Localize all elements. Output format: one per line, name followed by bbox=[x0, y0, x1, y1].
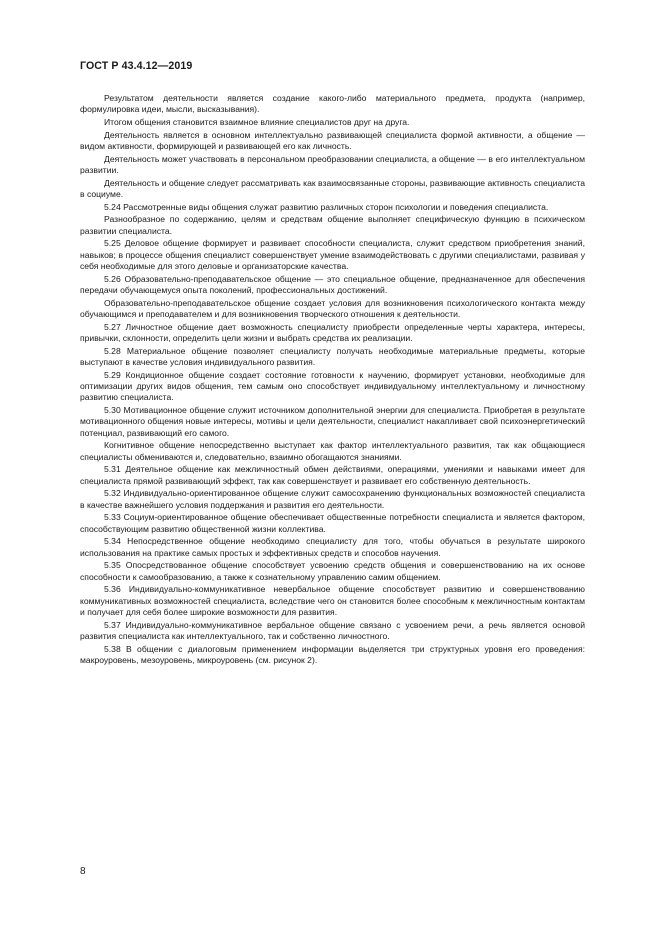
paragraph: Результатом деятельности является создание какого-либо материального предмета, продукта (например, формулировка идеи, мысли, высказывания). bbox=[80, 93, 585, 115]
paragraph: 5.33 Социум-ориентированное общение обеспечивает общественные потребности специалиста и является фактором, способствующим развитию общественной жизни коллектива. bbox=[80, 512, 585, 534]
paragraph: Деятельность может участвовать в персональном преобразовании специалиста, а общение — в его интеллектуальном развитии. bbox=[80, 153, 585, 175]
paragraph: 5.37 Индивидуально-коммуникативное вербальное общение связано с усвоением речи, а речь является основой развития специалиста как интеллектуального, так и собственно личностного. bbox=[80, 619, 585, 642]
paragraph: 5.26 Образовательно-преподавательское общение — это специальное общение, предназначенное для обеспечения передачи обучающемуся опыта поколений, профессиональных достижений. bbox=[80, 273, 585, 295]
paragraph: 5.36 Индивидуально-коммуникативное невербальное общение способствует развитию и совершенствованию коммуникативных возможностей специалиста, вследствие чего он становится более способным к межличностным контактам и получает для себя более широкие возможности для развития. bbox=[80, 584, 585, 618]
paragraph: Когнитивное общение непосредственно выступает как фактор интеллектуального развития, так как общающиеся специалисты обмениваются и, следовательно, взаимно обогащаются знаниями. bbox=[80, 440, 585, 462]
document-body bbox=[80, 93, 585, 668]
paragraph: 5.24 Рассмотренные виды общения служат развитию различных сторон психологии и поведения специалиста. bbox=[104, 201, 549, 212]
paragraph: 5.35 Опосредствованное общение способствует усвоению средств общения и совершенствованию на их основе способности к самообразованию, а также к сознательному управлению самим общением. bbox=[80, 560, 585, 582]
paragraph: 5.29 Кондиционное общение создает состояние готовности к научению, формирует установки, необходимые для оптимизации других видов общения, тем самым оно способствует индивидуальному интеллектуальному и личностному развитию специалиста. bbox=[80, 369, 585, 403]
paragraph: 5.28 Материальное общение позволяет специалисту получать необходимые материальные предметы, которые выступают в качестве условия индивидуального развития. bbox=[80, 345, 585, 367]
paragraph: 5.25 Деловое общение формирует и развивает способности специалиста, служит средством приобретения знаний, навыков; в процессе общения специалист совершенствует умение взаимодействовать с другими специалистами, развивая у себя необходимые для этого деловые и организаторские качества. bbox=[80, 238, 585, 271]
paragraph: Итогом общения становится взаимное влияние специалистов друг на друга. bbox=[104, 117, 410, 127]
paragraph: 5.34 Непосредственное общение необходимо специалисту для того, чтобы обучаться в результате широкого использования на практике самых простых и эффективных средств и способов научения. bbox=[80, 536, 585, 558]
document-code: ГОСТ Р 43.4.12—2019 bbox=[80, 60, 193, 72]
paragraph: 5.38 В общении с диалоговым применением информации выделяется три структурных уровня его проведения: макроуровень, мезоуровень, микроуровень (см. рисунок 2). bbox=[80, 643, 585, 666]
paragraph: 5.30 Мотивационное общение служит источником дополнительной энергии для специалиста. Приобретая в результате мотивационного общения новые интересы, мотивы и цели деятельности, специалист накапливает свой психоэнергетический потенциал, развивающий его самого. bbox=[80, 405, 585, 438]
page-number: 8 bbox=[80, 866, 86, 877]
paragraph: Деятельность является в основном интеллектуально развивающей специалиста формой активности, а общение — видом активности, формирующей и развивающей его как личность. bbox=[80, 129, 585, 151]
paragraph: 5.31 Деятельное общение как межличностный обмен действиями, операциями, умениями и навыками имеет для специалиста прямой развивающий эффект, так как совершенствует и развивает его собственную деятельность. bbox=[80, 464, 585, 486]
paragraph: 5.27 Личностное общение дает возможность специалисту приобрести определенные черты характера, интересы, привычки, склонности, определить цели жизни и выбрать средства их реализации. bbox=[80, 321, 585, 343]
paragraph: 5.32 Индивидуально-ориентированное общение служит самосохранению функциональных возможностей специалиста в качестве важнейшего условия поддержания и развития его деятельности. bbox=[80, 488, 585, 510]
paragraph: Образовательно-преподавательское общение создает условия для возникновения психологического контакта между обучающимся и преподавателем и для возникновения творческого отношения к деятельности. bbox=[80, 297, 585, 319]
paragraph: Разнообразное по содержанию, целям и средствам общение выполняет специфическую функцию в психическом развитии специалиста. bbox=[80, 214, 585, 236]
paragraph: Деятельность и общение следует рассматривать как взаимосвязанные стороны, развивающие активность специалиста в социуме. bbox=[80, 177, 585, 199]
